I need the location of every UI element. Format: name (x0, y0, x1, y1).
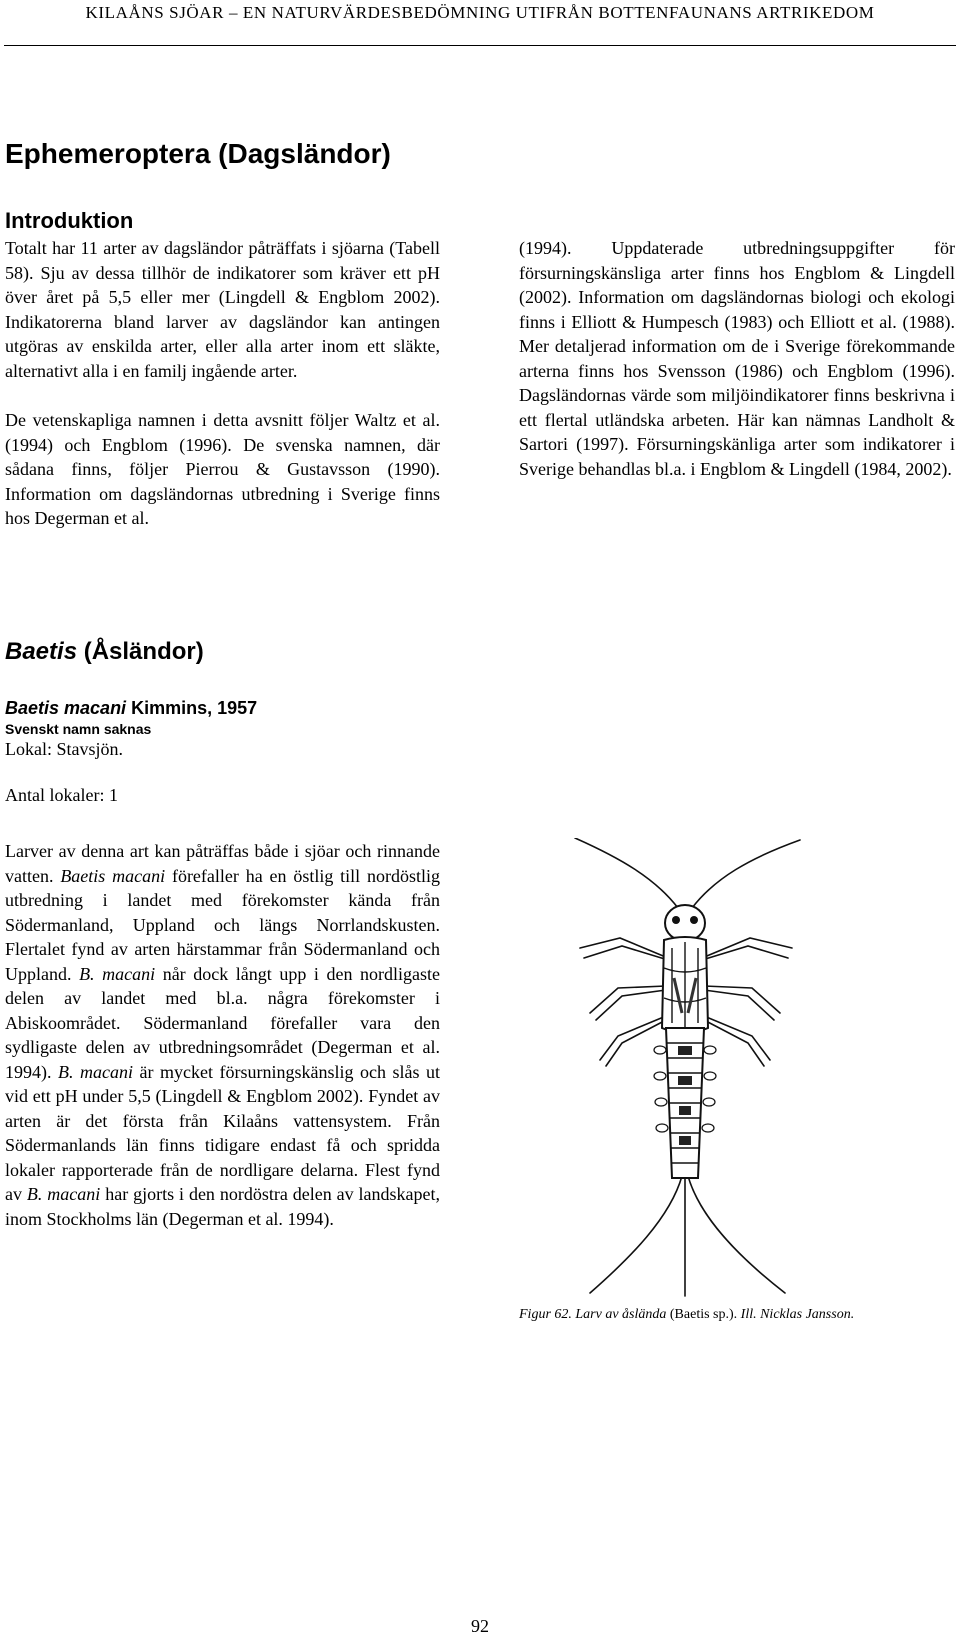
species-text-5: har gjorts i den nordöstra delen av landskapet, inom Stockholms län (Degerman et al. 1994). (5, 1184, 441, 1229)
species-description (5, 839, 440, 1231)
species-heading (5, 698, 257, 719)
species-italic-4: B. macani (26, 1184, 101, 1204)
chapter-title: Ephemeroptera (Dagsländor) (5, 138, 391, 169)
intro-paragraph-3: (1994). Uppdaterade utbredningsuppgifter för försurningskänsliga arter finns hos Engblom & Lingdell (2002). Information om dagsländornas biologi och ekologi finns i Elliott & Humpesch (1983) och Elliott et al. (1988). Mer detaljerad information om de i Sverige förekommande arterna finns hos Svensson (1986) och Engblom (1996). Dagsländornas värde som miljöindikatorer finns beskrivna i ett flertal utländska arbeten. Här kan nämnas Landholt & Sartori (1997). Försurningskänliga arter som indikatorer i Sverige behandlas bl.a. i Engblom & Lingdell (1984, 2002). (519, 238, 955, 479)
species-italic-2: B. macani (79, 963, 156, 984)
species-text-2: förefaller ha en östlig till nordöstlig utbredning i landet med förekomster kända från Södermanland, Uppland och längs Norrlandskusten. Flertalet fynd av arten härstammar från Södermanland och Uppland. (5, 865, 440, 984)
page-number: 92 (471, 1616, 489, 1636)
species-text-4: är mycket försurningskänslig och slås ut vid ett pH under 5,5 (Lingdell & Engblom 2002). Fyndet av arten är det första från Kilaåns vattensystem. Från Södermanlands län finns tidigare endast få och spridda lokaler rapporterade från de nordligare delarna. Flest fynd av (5, 1061, 441, 1204)
species-text-3: når dock långt upp i den nordligaste delen av landet med bl.a. några förekomster i Abiskoområdet. Södermanland förefaller vara den sydligaste delen av utbredningsområdet (Degerman et al. 1994). (5, 963, 441, 1082)
intro-paragraph-1: Totalt har 11 arter av dagsländor påträffats i sjöarna (Tabell 58). Sju av dessa tillhör de indikatorer som kräver ett pH över året på 5,5 eller mer (Lingdell & Engblom 2002). Indikatorerna bland larver av dagsländor kan antingen utgöras av enskilda arter, eller alla arter inom ett släkte, alternativt alla i en familj ingående arter. (5, 238, 440, 381)
intro-paragraph-2: De vetenskapliga namnen i detta avsnitt följer Waltz et al. (1994) och Engblom (1996). De svenska namnen, där sådana finns, följer Pierrou & Gustavsson (1990). Information om dagsländornas utbredning i Sverige finns hos Degerman et al. (5, 410, 440, 528)
running-header: KILAÅNS SJÖAR – EN NATURVÄRDESBEDÖMNING UTIFRÅN BOTTENFAUNANS ARTRIKEDOM (85, 3, 875, 22)
header-rule (4, 45, 956, 46)
mayfly-larva-illustration (560, 838, 810, 1298)
species-italic-3: B. macani (58, 1061, 134, 1082)
caption-lead: Figur 62. Larv av åslända (519, 1307, 667, 1322)
genus-heading (5, 638, 204, 666)
species-author: Kimmins, 1957 (131, 698, 258, 718)
intro-heading: Introduktion (5, 208, 134, 233)
species-name: Baetis macani (5, 698, 127, 718)
antal-lokaler-line: Antal lokaler: 1 (5, 785, 118, 805)
genus-common-name: (Åsländor) (83, 638, 204, 665)
caption-credit: Ill. Nicklas Jansson. (740, 1307, 855, 1322)
intro-right-column (519, 236, 955, 481)
caption-species: (Baetis sp.). (669, 1307, 738, 1322)
figure-caption (519, 1307, 854, 1323)
lokal-line: Lokal: Stavsjön. (5, 739, 123, 759)
species-italic-1: Baetis macani (60, 865, 166, 886)
species-text-1: Larver av denna art kan påträffas både i sjöar och rinnande vatten. (5, 841, 440, 886)
genus-name: Baetis (5, 638, 78, 665)
intro-left-column (5, 236, 440, 531)
species-swedish-name: Svenskt namn saknas (5, 721, 152, 737)
